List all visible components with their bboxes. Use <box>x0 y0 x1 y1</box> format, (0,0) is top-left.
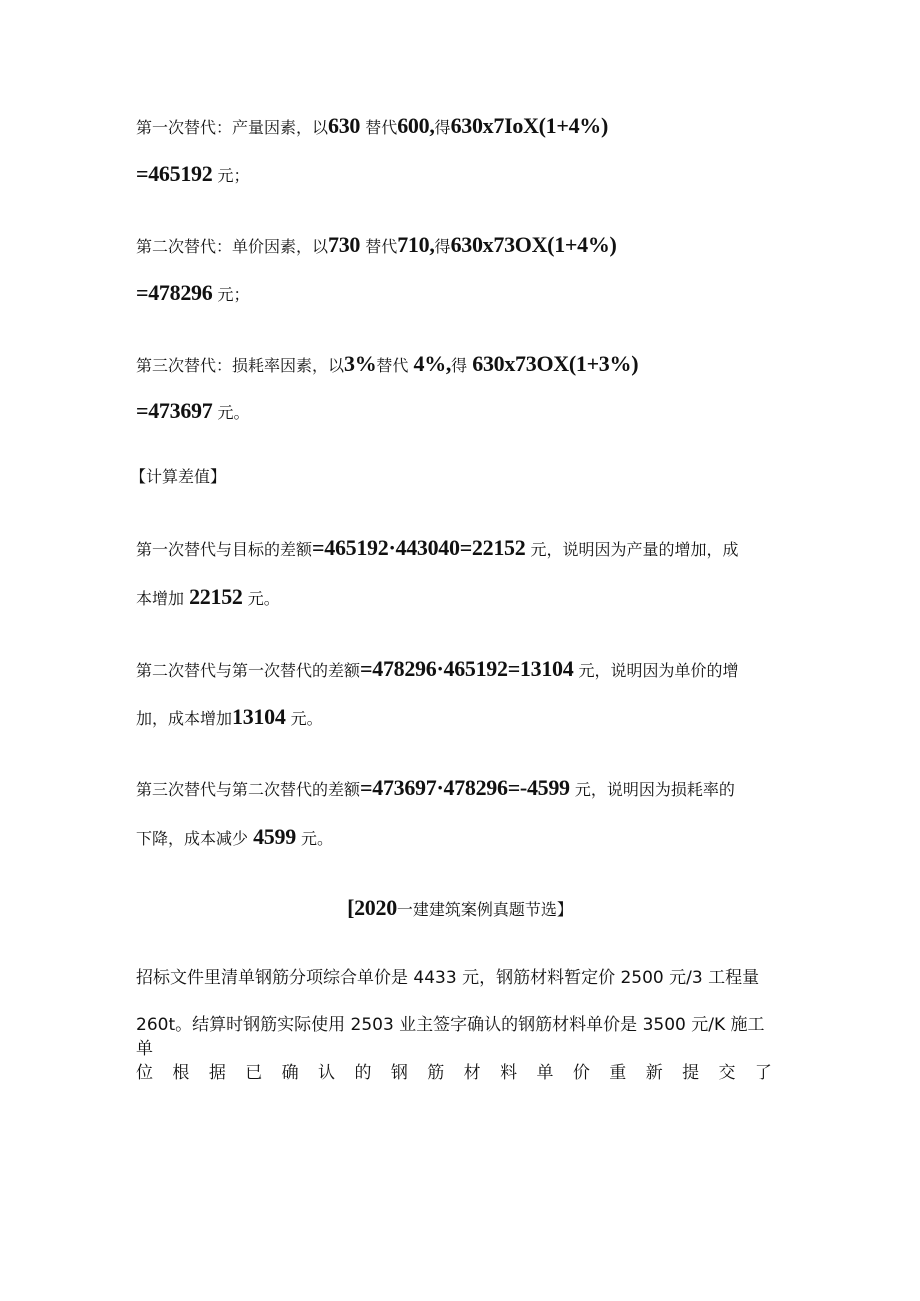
sub2-value-old: 710, <box>397 232 435 257</box>
sub3-value-old: 4%, <box>413 351 452 376</box>
sub1-unit: 元； <box>217 166 250 185</box>
diff2-unit: 元。 <box>290 709 323 728</box>
diff1-pre2: 本增加 <box>136 589 185 608</box>
diff2-line2 <box>136 705 323 731</box>
sub2-replace-text: 替代 <box>365 237 398 256</box>
diff3-post: 元，说明因为损耗率的 <box>574 780 735 799</box>
char: 交 <box>718 1063 736 1083</box>
case-text-line1: 招标文件里清单钢筋分项综合单价是 4433 元，钢筋材料暂定价 2500 元/3 工程量 <box>136 968 760 988</box>
sub3-line2 <box>136 399 250 425</box>
sub3-result: =473697 <box>136 398 213 423</box>
diff3-expr: =473697·478296=-4599 <box>360 775 570 800</box>
diff2-post: 元，说明因为单价的增 <box>578 661 739 680</box>
sub1-line2 <box>136 162 250 188</box>
sub2-formula: 630x73OX(1+4%) <box>450 232 617 257</box>
sub3-label: 第三次替代：损耗率因素，以 <box>136 356 345 375</box>
diff3-value: 4599 <box>253 824 296 849</box>
sub1-result: =465192 <box>136 161 213 186</box>
diff2-value: 13104 <box>232 704 286 729</box>
char: 单 <box>536 1063 554 1083</box>
char: 材 <box>463 1063 481 1083</box>
case-heading-year: [2020 <box>347 895 397 920</box>
diff1-value: 22152 <box>189 584 243 609</box>
sub3-value-new: 3% <box>344 351 377 376</box>
char: 筋 <box>427 1063 445 1083</box>
char: 料 <box>500 1063 518 1083</box>
char: 价 <box>572 1063 590 1083</box>
char: 根 <box>172 1063 190 1083</box>
sub1-value-old: 600, <box>397 113 435 138</box>
sub1-get-text: 得 <box>434 118 451 137</box>
sub3-get-text: 得 <box>451 356 468 375</box>
char: 据 <box>208 1063 226 1083</box>
sub3-replace-text: 替代 <box>376 356 409 375</box>
diff2-line1 <box>136 657 739 683</box>
char: 位 <box>136 1063 153 1083</box>
sub3-unit: 元。 <box>217 403 250 422</box>
sub1-formula: 630x7IoX(1+4%) <box>450 113 609 138</box>
diff3-line1 <box>136 776 735 802</box>
case-text-line2: 260t。结算时钢筋实际使用 2503 业主签字确认的钢筋材料单价是 3500 元/K 施工单 <box>136 1015 765 1059</box>
diff2-expr: =478296·465192=13104 <box>360 656 574 681</box>
sub2-label: 第二次替代：单价因素，以 <box>136 237 329 256</box>
diff2-pre: 第二次替代与第一次替代的差额 <box>136 661 361 680</box>
diff3-pre2: 下降，成本减少 <box>136 829 249 848</box>
sub2-unit: 元； <box>217 285 250 304</box>
diff1-line2 <box>136 585 280 611</box>
sub3-formula: 630x73OX(1+3%) <box>472 351 639 376</box>
sub1-value-new: 630 <box>328 113 361 138</box>
char: 提 <box>682 1063 700 1083</box>
diff1-line1 <box>136 536 739 562</box>
diff1-post: 元，说明因为产量的增加，成 <box>530 540 739 559</box>
diff1-unit: 元。 <box>247 589 280 608</box>
sub2-line1 <box>136 233 617 259</box>
diff3-unit: 元。 <box>301 829 334 848</box>
sub2-line2 <box>136 281 250 307</box>
sub3-line1 <box>136 352 638 378</box>
diff3-line2 <box>136 825 333 851</box>
sub1-label: 第一次替代：产量因素，以 <box>136 118 329 137</box>
sub2-value-new: 730 <box>328 232 361 257</box>
sub2-result: =478296 <box>136 280 213 305</box>
diff2-pre2: 加，成本增加 <box>136 709 233 728</box>
diff1-pre: 第一次替代与目标的差额 <box>136 540 313 559</box>
diff1-expr: =465192·443040=22152 <box>312 535 526 560</box>
sub1-line1 <box>136 114 608 140</box>
section-title: 【计算差值】 <box>130 467 227 486</box>
sub1-replace-text: 替代 <box>365 118 398 137</box>
char: 重 <box>609 1063 627 1083</box>
char: 钢 <box>390 1063 408 1083</box>
char: 了 <box>754 1063 772 1083</box>
char: 的 <box>354 1063 372 1083</box>
char: 确 <box>281 1063 299 1083</box>
case-heading <box>0 896 920 922</box>
char: 新 <box>645 1063 663 1083</box>
sub2-get-text: 得 <box>434 237 451 256</box>
char: 已 <box>245 1063 263 1083</box>
case-text-line3 <box>136 1061 772 1085</box>
case-heading-text: 一建建筑案例真题节选】 <box>396 900 573 919</box>
char: 认 <box>318 1063 336 1083</box>
diff3-pre: 第三次替代与第二次替代的差额 <box>136 780 361 799</box>
